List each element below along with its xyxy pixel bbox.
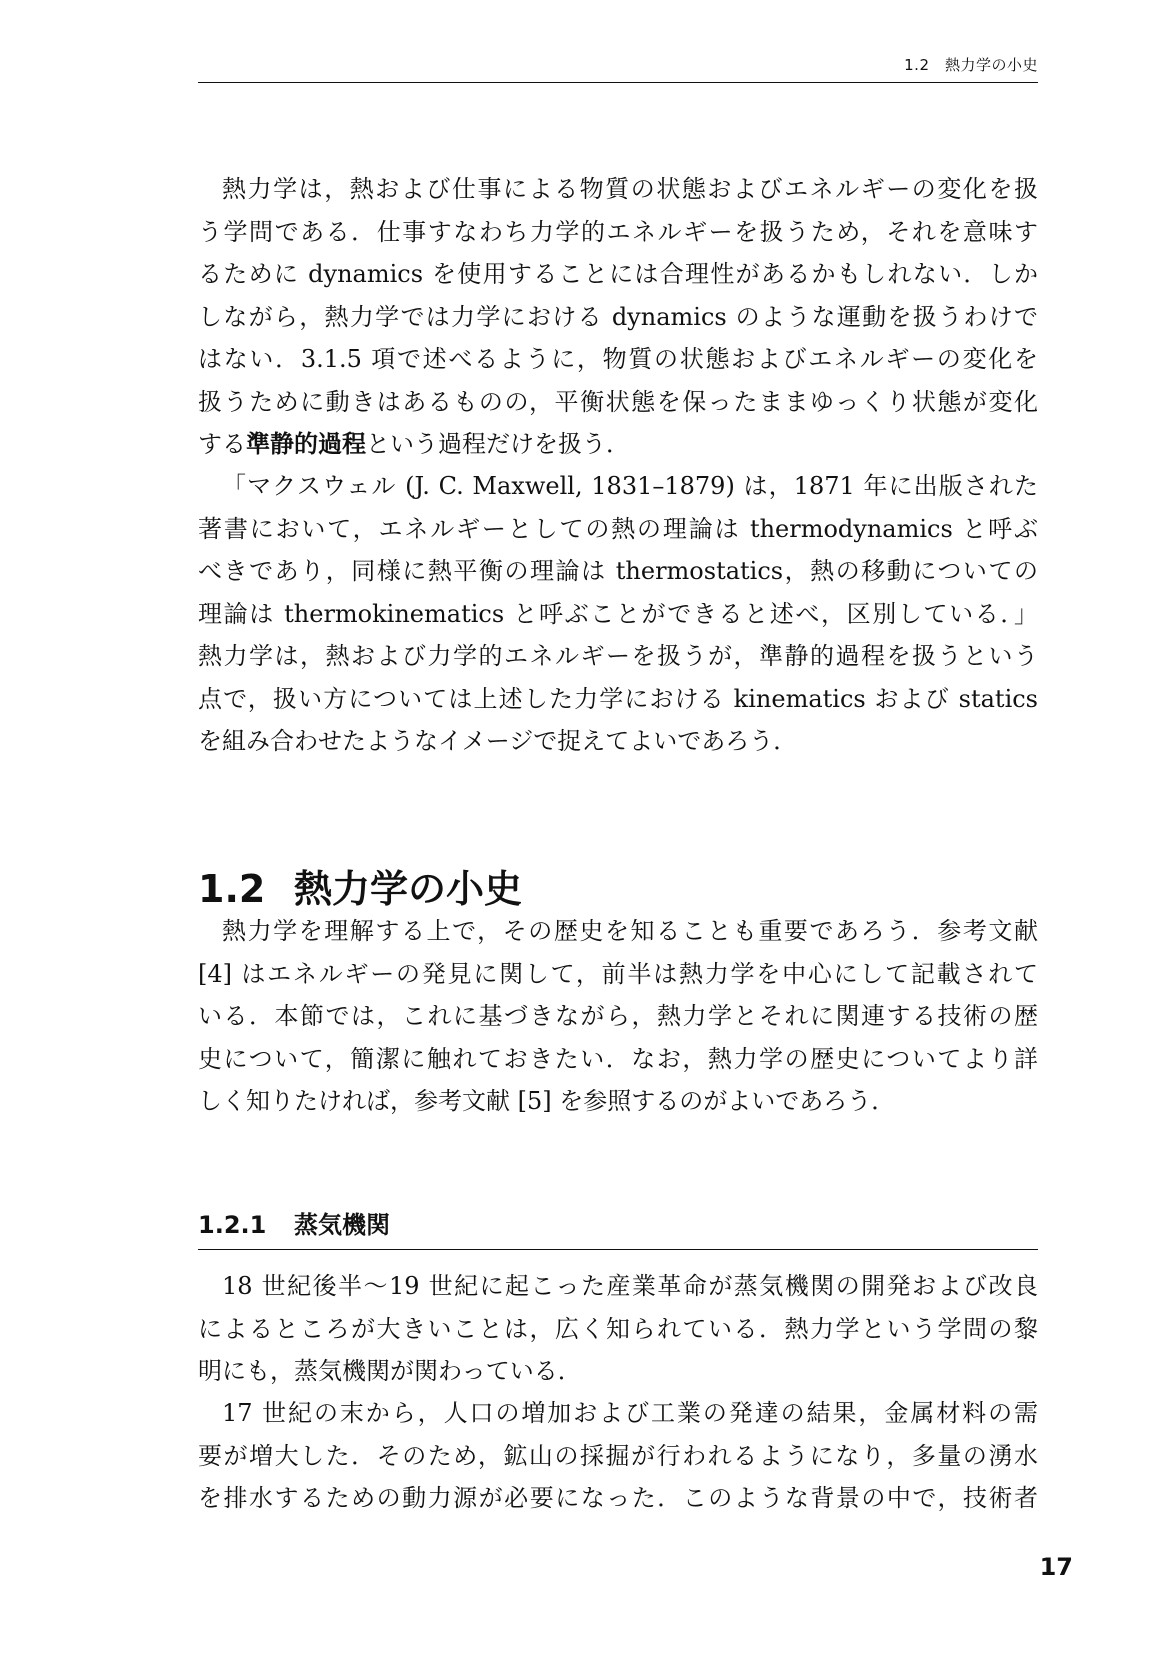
section-heading (198, 858, 522, 913)
text-line: 要が増大した．そのため，鉱山の採掘が行われるようになり，多量の湧水 (198, 1441, 1038, 1470)
intro-paragraph-1 (198, 168, 1038, 466)
text-line: を排水するための動力源が必要になった．このような背景の中で，技術者 (198, 1484, 1038, 1512)
running-header (198, 52, 1038, 83)
bold-term: 準静的過程 (246, 430, 366, 458)
text-line: 理論は thermokinematics と呼ぶことができると述べ，区別している．」 (198, 599, 1038, 628)
text-line: 「マクスウェル (J. C. Maxwell, 1831–1879) は，1871 年に出版された (222, 472, 1038, 500)
text-fragment: する (198, 430, 246, 458)
text-line: しながら，熱力学では力学における dynamics のような運動を扱うわけで (198, 302, 1038, 331)
text-line: 熱力学は，熱および仕事による物質の状態およびエネルギーの変化を扱 (222, 175, 1038, 203)
running-title: 1.2 熱力学の小史 (904, 56, 1038, 74)
text-line: いる．本節では，これに基づきながら，熱力学とそれに関連する技術の歴 (198, 1002, 1038, 1030)
subsection-heading (198, 1205, 1038, 1250)
text-line: 熱力学を理解する上で，その歴史を知ることも重要であろう．参考文献 (222, 917, 1038, 945)
subsection-paragraph-2 (198, 1392, 1038, 1520)
text-line: 著書において，エネルギーとしての熱の理論は thermodynamics と呼ぶ (198, 514, 1038, 543)
text-line: 点で，扱い方については上述した力学における kinematics および statics (198, 684, 1038, 713)
text-line: [4] はエネルギーの発見に関して，前半は熱力学を中心にして記載されて (198, 959, 1038, 988)
text-line: 史について，簡潔に触れておきたい．なお，熱力学の歴史についてより詳 (198, 1044, 1038, 1073)
text-line: べきであり，同様に熱平衡の理論は thermostatics，熱の移動についての (198, 557, 1038, 585)
text-line: を組み合わせたようなイメージで捉えてよいであろう． (198, 727, 798, 755)
text-line: 18 世紀後半〜19 世紀に起こった産業革命が蒸気機関の開発および改良 (222, 1272, 1038, 1300)
section-title: 熱力学の小史 (294, 867, 523, 911)
section-number: 1.2 (198, 867, 266, 911)
text-line: 17 世紀の末から，人口の増加および工業の発達の結果，金属材料の需 (222, 1399, 1038, 1427)
section-paragraph (198, 910, 1038, 1123)
text-line: しく知りたければ，参考文献 [5] を参照するのがよいであろう． (198, 1087, 896, 1115)
text-line: 明にも，蒸気機関が関わっている． (198, 1357, 582, 1385)
intro-paragraph-2 (198, 465, 1038, 763)
text-line (198, 423, 1038, 466)
text-line: 熱力学は，熱および力学的エネルギーを扱うが，準静的過程を扱うという (198, 642, 1038, 670)
text-line: 扱うために動きはあるものの，平衡状態を保ったままゆっくり状態が変化 (198, 387, 1038, 416)
subsection-title: 蒸気機関 (294, 1211, 390, 1239)
subsection-number: 1.2.1 (198, 1211, 267, 1239)
text-fragment: という過程だけを扱う． (366, 430, 630, 458)
text-line: るために dynamics を使用することには合理性があるかもしれない．しか (198, 260, 1038, 288)
page-number: 17 (1039, 1553, 1073, 1581)
text-line: によるところが大きいことは，広く知られている．熱力学という学問の黎 (198, 1314, 1038, 1343)
text-line: う学問である．仕事すなわち力学的エネルギーを扱うため，それを意味す (198, 217, 1038, 246)
subsection-paragraph-1 (198, 1265, 1038, 1393)
text-line: はない．3.1.5 項で述べるように，物質の状態およびエネルギーの変化を (198, 345, 1038, 373)
